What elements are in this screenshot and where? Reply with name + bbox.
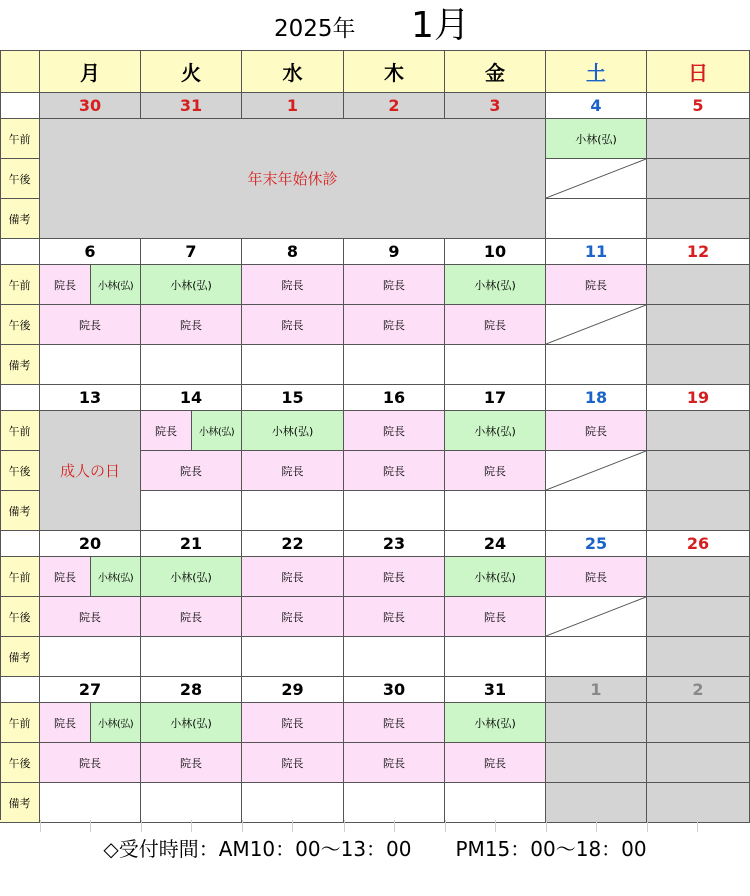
date-row-blank	[0, 677, 40, 703]
weekday-header: 木	[344, 50, 445, 93]
date-number: 29	[242, 677, 344, 703]
shift-doctor: 小林(弘)	[141, 557, 242, 597]
closed-day-cell	[647, 159, 750, 199]
hours-pm: PM15：00～18：00	[455, 837, 647, 861]
closed-day-cell	[647, 783, 750, 823]
note-cell	[344, 491, 445, 531]
date-number: 13	[40, 385, 141, 411]
shift-doctor: 院長	[40, 743, 141, 783]
row-label: 備考	[0, 345, 40, 385]
shift-doctor: 院長	[40, 305, 141, 345]
closed-day-cell	[647, 265, 750, 305]
shift-doctor: 院長	[344, 743, 445, 783]
shift-doctor: 院長	[141, 451, 242, 491]
date-row-blank	[0, 531, 40, 557]
note-cell	[242, 637, 344, 677]
schedule-grid	[0, 50, 750, 820]
date-row-blank	[0, 385, 40, 411]
holiday-closed-block: 年末年始休診	[40, 119, 546, 239]
footer-tick	[141, 820, 142, 832]
shift-doctor: 院長	[141, 597, 242, 637]
shift-doctor: 院長	[445, 451, 546, 491]
note-cell	[546, 199, 647, 239]
row-label: 午後	[0, 597, 40, 637]
weekday-header: 火	[141, 50, 242, 93]
date-number: 31	[445, 677, 546, 703]
calendar-title	[0, 0, 750, 50]
closed-day-cell	[647, 703, 750, 743]
date-number: 25	[546, 531, 647, 557]
note-cell	[40, 345, 141, 385]
note-cell	[242, 491, 344, 531]
note-cell	[141, 637, 242, 677]
date-number: 21	[141, 531, 242, 557]
title-month: 1月	[411, 5, 470, 46]
date-row-blank	[0, 93, 40, 119]
shift-doctor: 院長	[242, 743, 344, 783]
shift-doctor: 院長	[141, 305, 242, 345]
weekday-header: 月	[40, 50, 141, 93]
no-session-slash	[546, 597, 647, 637]
closed-day-cell	[647, 199, 750, 239]
closed-day-cell	[647, 743, 750, 783]
date-number: 18	[546, 385, 647, 411]
note-cell	[344, 637, 445, 677]
date-number: 14	[141, 385, 242, 411]
row-label: 午前	[0, 557, 40, 597]
note-cell	[546, 491, 647, 531]
holiday-closed-block: 成人の日	[40, 411, 141, 531]
footer-tick	[394, 820, 395, 832]
date-number: 16	[344, 385, 445, 411]
shift-doctor: 小林(弘)	[546, 119, 647, 159]
closed-day-cell	[647, 491, 750, 531]
date-number: 8	[242, 239, 344, 265]
shift-doctor: 院長	[242, 451, 344, 491]
footer-tick	[90, 820, 91, 832]
weekday-header: 金	[445, 50, 546, 93]
row-label: 午後	[0, 159, 40, 199]
shift-doctor: 院長	[445, 743, 546, 783]
date-number: 10	[445, 239, 546, 265]
footer-tick	[344, 820, 345, 832]
row-label: 備考	[0, 199, 40, 239]
weekday-header: 水	[242, 50, 344, 93]
date-number: 12	[647, 239, 750, 265]
date-number: 28	[141, 677, 242, 703]
date-number: 1	[546, 677, 647, 703]
date-number: 27	[40, 677, 141, 703]
weekday-header: 日	[647, 50, 750, 93]
date-number: 20	[40, 531, 141, 557]
row-label: 午後	[0, 451, 40, 491]
date-number: 4	[546, 93, 647, 119]
date-number: 22	[242, 531, 344, 557]
shift-doctor: 院長	[141, 743, 242, 783]
date-number: 19	[647, 385, 750, 411]
note-cell	[546, 637, 647, 677]
closed-day-cell	[647, 305, 750, 345]
note-cell	[344, 345, 445, 385]
row-label: 備考	[0, 637, 40, 677]
shift-doctor: 小林(弘)	[91, 557, 141, 597]
date-number: 9	[344, 239, 445, 265]
shift-doctor: 小林(弘)	[445, 265, 546, 305]
note-cell	[445, 345, 546, 385]
note-cell	[445, 637, 546, 677]
row-label: 午前	[0, 411, 40, 451]
date-number: 1	[242, 93, 344, 119]
date-row-blank	[0, 239, 40, 265]
shift-doctor: 小林(弘)	[141, 703, 242, 743]
closed-day-cell	[647, 557, 750, 597]
shift-doctor: 院長	[40, 597, 141, 637]
note-cell	[344, 783, 445, 823]
date-number: 7	[141, 239, 242, 265]
shift-doctor: 院長	[141, 411, 192, 451]
shift-doctor: 小林(弘)	[91, 265, 141, 305]
shift-doctor: 小林(弘)	[141, 265, 242, 305]
shift-doctor: 院長	[242, 597, 344, 637]
closed-day-cell	[647, 451, 750, 491]
date-number: 30	[344, 677, 445, 703]
footer-tick	[495, 820, 496, 832]
shift-doctor: 院長	[546, 265, 647, 305]
weekday-header: 土	[546, 50, 647, 93]
closed-day-cell	[647, 345, 750, 385]
date-number: 17	[445, 385, 546, 411]
date-number: 6	[40, 239, 141, 265]
row-label: 午後	[0, 743, 40, 783]
shift-doctor: 院長	[40, 265, 91, 305]
note-cell	[141, 491, 242, 531]
shift-doctor: 院長	[344, 305, 445, 345]
note-cell	[242, 783, 344, 823]
footer-tick	[596, 820, 597, 832]
note-cell	[40, 637, 141, 677]
note-cell	[141, 783, 242, 823]
date-number: 26	[647, 531, 750, 557]
shift-doctor: 小林(弘)	[445, 557, 546, 597]
footer-tick	[191, 820, 192, 832]
corner-header-cell	[0, 50, 40, 93]
footer-tick	[697, 820, 698, 832]
footer-tick	[546, 820, 547, 832]
title-year: 2025年	[274, 16, 356, 42]
closed-day-cell	[546, 743, 647, 783]
shift-doctor: 小林(弘)	[192, 411, 242, 451]
shift-doctor: 院長	[40, 557, 91, 597]
note-cell	[445, 783, 546, 823]
shift-doctor: 院長	[546, 411, 647, 451]
no-session-slash	[546, 305, 647, 345]
footer-tick	[445, 820, 446, 832]
date-number: 23	[344, 531, 445, 557]
closed-day-cell	[546, 783, 647, 823]
shift-doctor: 小林(弘)	[242, 411, 344, 451]
footer	[0, 820, 750, 896]
note-cell	[40, 783, 141, 823]
closed-day-cell	[647, 597, 750, 637]
no-session-slash	[546, 159, 647, 199]
shift-doctor: 院長	[344, 557, 445, 597]
shift-doctor: 院長	[445, 305, 546, 345]
date-number: 2	[647, 677, 750, 703]
shift-doctor: 院長	[344, 597, 445, 637]
note-cell	[242, 345, 344, 385]
reception-hours	[0, 834, 750, 864]
hours-am: ◇受付時間：AM10：00～13：00	[103, 837, 412, 861]
footer-tick	[647, 820, 648, 832]
shift-doctor: 院長	[242, 305, 344, 345]
row-label: 備考	[0, 783, 40, 823]
footer-tick	[292, 820, 293, 832]
date-number: 31	[141, 93, 242, 119]
note-cell	[445, 491, 546, 531]
row-label: 午前	[0, 265, 40, 305]
no-session-slash	[546, 451, 647, 491]
date-number: 24	[445, 531, 546, 557]
closed-day-cell	[647, 637, 750, 677]
shift-doctor: 院長	[242, 265, 344, 305]
date-number: 3	[445, 93, 546, 119]
shift-doctor: 院長	[546, 557, 647, 597]
shift-doctor: 院長	[242, 557, 344, 597]
closed-day-cell	[647, 119, 750, 159]
date-number: 30	[40, 93, 141, 119]
closed-day-cell	[546, 703, 647, 743]
note-cell	[546, 345, 647, 385]
shift-doctor: 院長	[445, 597, 546, 637]
footer-tick	[242, 820, 243, 832]
date-number: 15	[242, 385, 344, 411]
shift-doctor: 小林(弘)	[445, 703, 546, 743]
shift-doctor: 院長	[344, 411, 445, 451]
date-number: 11	[546, 239, 647, 265]
row-label: 備考	[0, 491, 40, 531]
shift-doctor: 小林(弘)	[91, 703, 141, 743]
shift-doctor: 院長	[344, 265, 445, 305]
shift-doctor: 院長	[344, 703, 445, 743]
shift-doctor: 小林(弘)	[445, 411, 546, 451]
footer-tick	[40, 820, 41, 832]
date-number: 2	[344, 93, 445, 119]
row-label: 午前	[0, 119, 40, 159]
row-label: 午後	[0, 305, 40, 345]
closed-day-cell	[647, 411, 750, 451]
shift-doctor: 院長	[344, 451, 445, 491]
footer-ticks	[0, 820, 750, 832]
shift-doctor: 院長	[40, 703, 91, 743]
date-number: 5	[647, 93, 750, 119]
note-cell	[141, 345, 242, 385]
shift-doctor: 院長	[242, 703, 344, 743]
row-label: 午前	[0, 703, 40, 743]
